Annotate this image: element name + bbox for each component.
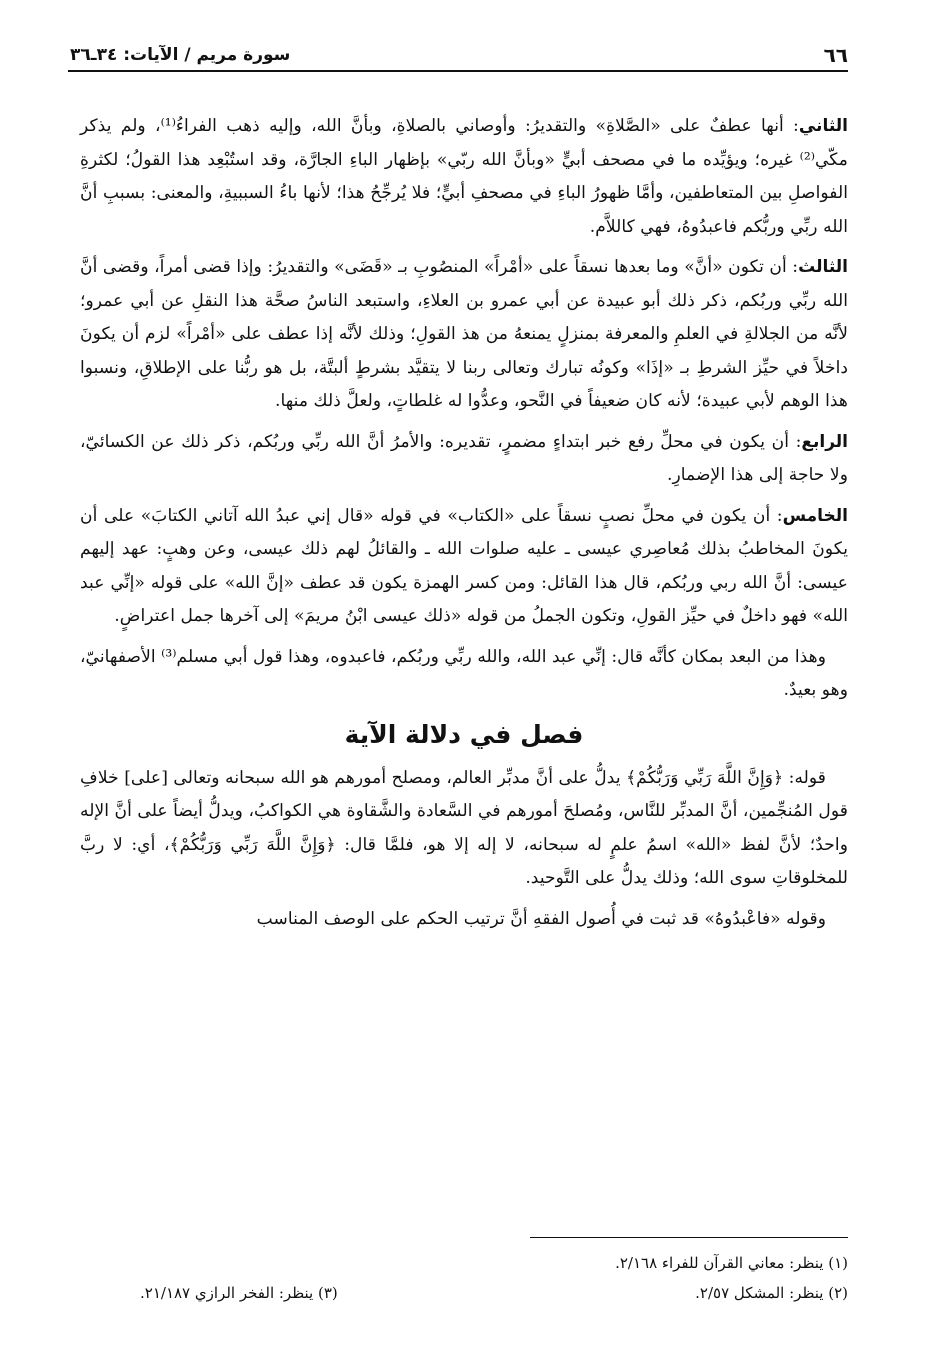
- footnotes: [140, 1248, 848, 1308]
- paragraph-label: الخامس: [782, 505, 848, 526]
- page-header: [70, 38, 848, 72]
- footnote-3: (٣) ينظر: الفخر الرازي ٢١/١٨٧.: [140, 1284, 338, 1302]
- paragraph-label: الثاني: [798, 116, 848, 136]
- page-number: ٦٦: [823, 43, 848, 67]
- paragraph-text: : أن يكون في محلِّ رفع خبر ابتداءٍ مضمرٍ، تقديره: والأمرُ أنَّ الله ربِّي وربُكم، ذكر ذلك عن الكسائيّ، ولا حاجة إلى هذا الإضمارِ.: [80, 431, 848, 485]
- paragraph-text: : أنها عطفٌ على «الصَّلاةِ» والتقديرُ: وأوصاني بالصلاةِ، وبأنَّ الله، وإليه ذهب الفراءُ⁽¹⁾، ولم يذكر مكّي⁽²⁾ غيره؛ ويؤيِّده ما في مصحف أبيٍّ «وبأنَّ الله ربّي» بإظهار الباءِ الجارَّة، وقد استُبْعِد هذا القولُ؛ لكثرةِ الفواصلِ بين المتعاطفين، وأمَّا ظهورُ الباءِ في مصحفِ أبيٍّ؛ فلا يُرجِّحُ هذا؛ لأنها باءُ السببيةِ، والمعنى: بسببِ أنَّ الله ربِّي وربُّكم فاعبدُوهُ، فهي كاللاَّم.: [80, 116, 848, 237]
- footnote-2: (٢) ينظر: المشكل ٢/٥٧.: [695, 1284, 848, 1302]
- paragraph-remark: [80, 641, 848, 708]
- paragraph-text: وقوله «فاعْبدُوهُ» قد ثبت في أُصول الفقهِ أنَّ ترتيب الحكم على الوصف المناسب: [256, 908, 826, 929]
- footnote-rule: [530, 1237, 848, 1238]
- paragraph-text: قوله: ﴿وَإِنَّ اللَّهَ رَبِّي وَرَبُّكُمْ﴾ يدلُّ على أنَّ مدبِّر العالم، ومصلح أمورهم هو الله سبحانه وتعالى [على] خلافِ قول المُنجِّمين، أنَّ المدبِّر للنَّاس، ومُصلحَ أمورهم في السَّعادة والشَّقاوة هي الكواكبُ، ويدلُّ أيضاً على أنَّ الإله واحدٌ؛ لأنَّ لفظ «الله» اسمُ علمٍ له سبحانه، لا إله إلا هو، فلمَّا قال: ﴿وَإِنَّ اللَّهَ رَبِّي وَرَبُّكُمْ﴾، أي: لا ربَّ للمخلوقاتِ سوى الله؛ وذلك يدلُّ على التَّوحيد.: [80, 767, 848, 888]
- header-rule: [68, 70, 848, 72]
- paragraph-third: [80, 251, 848, 419]
- footnote-1: (١) ينظر: معاني القرآن للفراء ٢/١٦٨.: [615, 1254, 848, 1272]
- paragraph-label: الرابع: [801, 431, 848, 452]
- section-paragraph: [80, 762, 848, 896]
- paragraph-fifth: [80, 500, 848, 634]
- main-text: [80, 110, 848, 943]
- paragraph-text: : أن تكون «أنَّ» وما بعدها نسقاً على «أمْراً» المنصُوبِ بـ «قَضَى» والتقديرُ: وإذا قضى أمراً، وقضى أنَّ الله ربِّي وربُكم، ذكر ذلك أبو عبيدة عن أبي عمرو بن العلاءِ، واستبعد الناسُ صحَّة هذا النقلِ عن أبي عمرو؛ لأنَّه من الجلالةِ في العلمِ والمعرفة بمنزلٍ يمنعهُ من هذ القولِ؛ وذلك لأنَّه إذا عطف على «أمْراً» لزم أن يكونَ داخلاً في حيِّز الشرطِ بـ «إذَا» وكونُه تبارك وتعالى ربنا لا يتقيَّد بشرطٍ ألبتَّة، بل هو ربُّنا على الإطلاقِ، ونسبوا هذا الوهم لأبي عبيدة؛ لأنه كان ضعيفاً في النَّحو، وعدُّوا له غلطاتٍ، ولعلَّ ذلك منها.: [80, 257, 848, 411]
- paragraph-fourth: [80, 426, 848, 493]
- paragraph-second: [80, 110, 848, 244]
- footnote-row: [140, 1278, 848, 1308]
- paragraph-label: الثالث: [798, 257, 848, 277]
- section-paragraph: [80, 903, 848, 937]
- running-title: سورة مريم / الآيات: ٣٤ـ٣٦: [70, 45, 291, 65]
- section-title: فصل في دلالة الآية: [344, 719, 584, 749]
- paragraph-text: : أن يكون في محلِّ نصبٍ نسقاً على «الكتاب» في قوله «قال إني عبدُ الله آتاني الكتابَ» على أن يكونَ المخاطبُ بذلك مُعاصِري عيسى ـ عليه صلوات الله ـ والقائلُ لهم ذلك عيسى، وعن وهبٍ: عهد إليهم عيسى: أنَّ الله ربي وربُكم، قال هذا القائل: ومن كسر الهمزة يكون قد عطف «إنَّ الله» على قوله «إنِّي عبد الله» فهو داخلٌ في حيِّز القولِ، وتكون الجملُ من قوله «ذلك عيسى ابْنُ مريمَ» إلى آخرها جمل اعتراضٍ.: [80, 505, 848, 626]
- paragraph-text: وهذا من البعد بمكان كأنَّه قال: إنِّي عبد الله، والله ربِّي وربُكم، فاعبدوه، وهذا قول أبي مسلم⁽³⁾ الأصفهانيّ، وهو بعيدٌ.: [80, 646, 848, 700]
